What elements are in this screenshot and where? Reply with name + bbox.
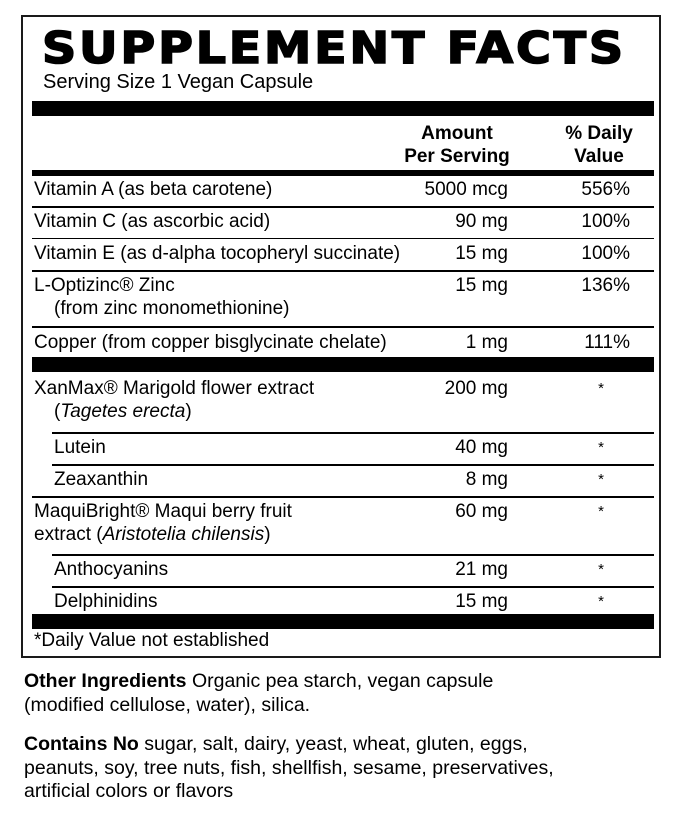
sub-row-divider <box>52 586 654 588</box>
other-ingredients: Other Ingredients Organic pea starch, vegan capsule (modified cellulose, water), silica. <box>24 670 494 716</box>
header-divider <box>32 170 654 176</box>
contains-no: Contains No sugar, salt, dairy, yeast, wheat, gluten, eggs, peanuts, soy, tree nuts, fish, shellfish, sesame, preservatives, artificial colors or flavors <box>24 733 554 802</box>
header-amount: Amount Per Serving <box>404 123 510 167</box>
latin-name: (Tagetes erecta) <box>54 401 192 422</box>
thick-divider <box>32 614 654 629</box>
thick-divider <box>32 357 654 372</box>
panel-title: SUPPLEMENT FACTS <box>42 23 626 74</box>
contains-no-label: Contains No <box>24 733 139 755</box>
row-divider <box>32 270 654 272</box>
daily-value-footnote: *Daily Value not established <box>34 630 270 651</box>
supplement-facts-panel: SUPPLEMENT FACTS Serving Size 1 Vegan Capsule Amount Per Serving % Daily Value Vitamin A (as beta carotene) 5000 mcg 556% Vitamin C (as ascorbic acid) 90 mg 100% Vitamin E (as d-alpha tocopheryl succinate) 15 mg 100% L-Optizinc® Zinc (from zinc monomethionine) 15 mg 136% Copper (from copper bisglycinate chelate) 1 mg 111% XanMax® Marigold flower extract (Tagetes erecta) 200 mg * Lutein 40 mg * Zeaxanthin 8 mg * MaquiBright® Maqui berry fruit extract (Aristotelia chilensis) 60 mg * Anthocyanins 21 mg * Delphinidins 15 mg * *Daily Value not established <box>21 15 661 658</box>
sub-row-divider <box>52 554 654 556</box>
sub-row-divider <box>52 432 654 434</box>
latin-name: extract (Aristotelia chilensis) <box>34 524 271 545</box>
serving-size: Serving Size 1 Vegan Capsule <box>43 71 314 93</box>
sub-row-divider <box>52 464 654 466</box>
row-divider <box>32 238 654 239</box>
row-divider <box>32 206 654 208</box>
row-divider <box>32 326 654 328</box>
header-daily-value: % Daily Value <box>565 123 633 167</box>
thick-divider <box>32 101 654 116</box>
row-divider <box>32 496 654 498</box>
other-ingredients-label: Other Ingredients <box>24 670 187 692</box>
